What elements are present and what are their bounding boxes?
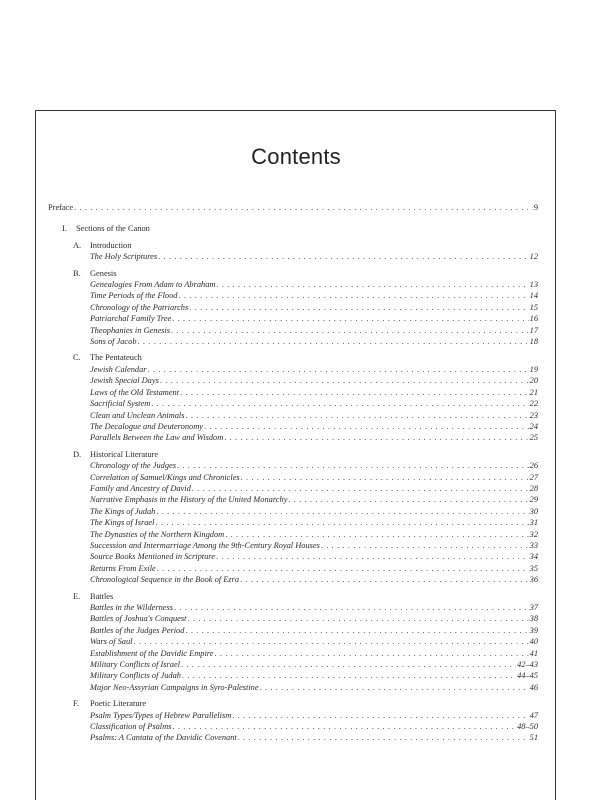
toc-entry-title: Preface [48,203,74,212]
dot-leader [172,313,528,324]
subsection-letter: F. [73,699,80,709]
toc-entry-title: Military Conflicts of Judah [90,671,181,681]
toc-entry-page: 15 [529,302,538,312]
toc-entry-page: 39 [529,625,538,635]
dot-leader [178,290,528,301]
dot-leader [148,364,529,375]
toc-entry-row[interactable] [90,648,538,659]
toc-entry-page: 14 [529,291,538,301]
toc-entry-title: The Kings of Judah [90,506,156,516]
toc-entry-row[interactable] [90,563,538,574]
toc-entry-title: Time Periods of the Flood [90,291,178,301]
subsection-letter: B. [73,268,81,278]
dot-leader [177,460,529,471]
section-label: Sections of the Canon [76,224,150,234]
toc-entry-row[interactable] [90,529,538,540]
toc-entry-list [90,279,538,347]
dot-leader [172,721,516,732]
dot-leader [288,494,528,505]
subsection-list [48,240,538,744]
toc-entry-row[interactable] [90,398,538,409]
toc-entry-page: 27 [529,472,538,482]
toc-entry-title: Establishment of the Davidic Empire [90,648,214,658]
subsection-label: Genesis [90,268,117,278]
subsection-label: The Pentateuch [90,353,142,363]
toc-entry-title: Chronology of the Judges [90,461,176,471]
toc-entry-page: 38 [529,614,538,624]
toc-entry-title: Patriarchal Family Tree [90,314,172,324]
subsection-letter: A. [73,240,82,250]
dot-leader [214,648,528,659]
table-of-contents [48,202,538,744]
toc-entry-list [90,251,538,262]
dot-leader [155,517,528,528]
toc-entry-title: Returns From Exile [90,563,156,573]
toc-entry-title: Military Conflicts of Israel [90,660,181,670]
subsection-heading [73,591,538,602]
toc-entry-row[interactable] [90,721,538,732]
dot-leader [157,563,529,574]
toc-entry-title: The Dynasties of the Northern Kingdom [90,529,225,539]
toc-subsection [73,352,538,443]
toc-entry-title: Chronology of the Patriarchs [90,302,189,312]
toc-entry-row[interactable] [90,432,538,443]
toc-entry-row[interactable] [90,506,538,517]
toc-entry-row[interactable] [90,325,538,336]
toc-entry-row[interactable] [90,682,538,693]
toc-entry-list [90,602,538,693]
toc-entry-row[interactable] [90,732,538,743]
subsection-label: Battles [90,591,114,601]
toc-entry-row[interactable] [90,421,538,432]
dot-leader [189,302,528,313]
toc-entry-title: The Decalogue and Deuteronomy [90,421,203,431]
toc-entry-page: 26 [529,461,538,471]
toc-entry-page: 51 [529,733,538,743]
toc-entry-title: Laws of the Old Testament [90,387,180,397]
toc-entry-page: 35 [529,563,538,573]
toc-entry-page: 17 [529,325,538,335]
toc-entry-row[interactable] [90,613,538,624]
toc-entry-title: Genealogies From Adam to Abraham [90,280,216,290]
toc-entry-row[interactable] [90,375,538,386]
toc-entry-row[interactable] [90,636,538,647]
dot-leader [160,375,529,386]
toc-entry-page: 30 [529,506,538,516]
toc-entry-page: 16 [529,314,538,324]
toc-entry-list [90,364,538,444]
toc-entry-page: 19 [529,364,538,374]
toc-entry-title: The Holy Scriptures [90,252,158,262]
subsection-letter: C. [73,353,81,363]
toc-subsection [73,449,538,586]
toc-entry-page: 12 [529,252,538,262]
toc-entry-page: 9 [533,203,538,212]
toc-entry-page: 32 [529,529,538,539]
toc-entry-page: 46 [529,682,538,692]
dot-leader [224,432,528,443]
dot-leader [174,602,529,613]
subsection-heading [73,352,538,363]
toc-entry-page: 47 [529,710,538,720]
dot-leader [151,398,528,409]
dot-leader [238,732,529,743]
toc-entry-page: 18 [529,337,538,347]
subsection-heading [73,240,538,251]
toc-entry-list [90,710,538,744]
toc-entry-page: 28 [529,483,538,493]
toc-entry-row[interactable] [90,290,538,301]
dot-leader [138,336,529,347]
subsection-letter: E. [73,591,81,601]
dot-leader [182,670,516,681]
toc-entry-page: 37 [529,603,538,612]
toc-subsection [73,591,538,694]
toc-entry-row[interactable] [90,279,538,290]
dot-leader [241,472,529,483]
toc-entry-page: 40 [529,637,538,647]
toc-entry-page: 22 [529,399,538,409]
toc-entry-page: 24 [529,421,538,431]
toc-entry-row[interactable] [90,410,538,421]
dot-leader [187,613,528,624]
dot-leader [204,421,529,432]
toc-entry-row[interactable] [90,551,538,562]
toc-entry-title: Jewish Special Days [90,376,159,386]
toc-entry-title: Parallels Between the Law and Wisdom [90,433,224,443]
toc-entry-title: Battles of Joshua's Conquest [90,614,187,624]
toc-entry-row[interactable] [90,659,538,670]
dot-leader [260,682,529,693]
toc-entry-page: 41 [529,648,538,658]
toc-subsection [73,240,538,263]
toc-entry-title: Psalms: A Cantata of the Davidic Covenant [90,733,237,743]
toc-entry-row[interactable] [90,625,538,636]
dot-leader [185,625,528,636]
toc-entry-title: Chronological Sequence in the Book of Ezra [90,575,240,585]
subsection-label: Poetic Literature [90,699,147,709]
toc-entry-title: Succession and Intermarriage Among the 9th-Century Royal Houses [90,540,320,550]
toc-entry-title: Psalm Types/Types of Hebrew Parallelism [90,710,232,720]
toc-entry-title: Narrative Emphasis in the History of the United Monarchy [90,495,288,505]
toc-preface-row[interactable] [48,202,538,213]
toc-entry-title: Major Neo-Assyrian Campaigns in Syro-Palestine [90,682,259,692]
toc-entry-row[interactable] [90,460,538,471]
dot-leader [186,410,529,421]
toc-entry-title: Sons of Jacob [90,337,137,347]
subsection-label: Historical Literature [90,449,159,459]
subsection-letter: D. [73,449,82,459]
section-heading [62,223,538,234]
toc-entry-page: 29 [529,495,538,505]
toc-entry-row[interactable] [90,710,538,721]
toc-entry-title: The Kings of Israel [90,518,155,528]
toc-entry-page: 36 [529,575,538,585]
toc-entry-title: Source Books Mentioned in Scripture [90,552,215,562]
toc-entry-row[interactable] [90,313,538,324]
toc-entry-row[interactable] [90,302,538,313]
dot-leader [232,710,528,721]
dot-leader [74,202,533,213]
section-number: I. [62,224,67,234]
toc-entry-title: Correlation of Samuel/Kings and Chronicles [90,472,240,482]
dot-leader [216,279,528,290]
toc-entry-page: 34 [529,552,538,562]
toc-entry-page: 33 [529,540,538,550]
toc-entry-row[interactable] [90,336,538,347]
toc-entry-title: Wars of Saul [90,637,133,647]
toc-subsection [73,698,538,744]
toc-entry-row[interactable] [90,517,538,528]
toc-entry-title: Theophanies in Genesis [90,325,171,335]
subsection-heading [73,268,538,279]
toc-entry-page: 42–43 [517,660,538,670]
toc-entry-page: 48–50 [517,722,538,732]
toc-entry-page: 25 [529,433,538,443]
subsection-label: Introduction [90,240,132,250]
toc-entry-page: 31 [529,518,538,528]
toc-entry-title: Jewish Calendar [90,364,147,374]
dot-leader [192,483,529,494]
toc-entry-list [90,460,538,585]
toc-entry-page: 21 [529,387,538,397]
toc-entry-row[interactable] [90,574,538,585]
toc-entry-row[interactable] [90,602,538,613]
dot-leader [171,325,529,336]
dot-leader [225,529,528,540]
dot-leader [240,574,529,585]
toc-entry-row[interactable] [90,251,538,262]
toc-entry-row[interactable] [90,494,538,505]
dot-leader [158,251,528,262]
toc-entry-row[interactable] [90,483,538,494]
dot-leader [134,636,529,647]
toc-entry-row[interactable] [90,387,538,398]
dot-leader [180,387,529,398]
toc-entry-page: 20 [529,376,538,386]
toc-entry-row[interactable] [90,472,538,483]
toc-entry-row[interactable] [90,670,538,681]
toc-entry-title: Sacrificial System [90,399,151,409]
toc-entry-title: Classification of Psalms [90,722,172,732]
toc-entry-page: 23 [529,410,538,420]
toc-entry-title: Battles in the Wilderness [90,603,174,612]
toc-entry-title: Family and Ancestry of David [90,483,191,493]
dot-leader [181,659,516,670]
subsection-heading [73,698,538,709]
toc-subsection [73,268,538,348]
toc-entry-title: Battles of the Judges Period [90,625,185,635]
dot-leader [216,551,529,562]
dot-leader [156,506,528,517]
toc-entry-row[interactable] [90,540,538,551]
dot-leader [321,540,529,551]
page-title: Contents [251,144,341,169]
toc-entry-title: Clean and Unclean Animals [90,410,185,420]
subsection-heading [73,449,538,460]
toc-entry-page: 13 [529,280,538,290]
toc-entry-page: 44–45 [517,671,538,681]
toc-entry-row[interactable] [90,364,538,375]
